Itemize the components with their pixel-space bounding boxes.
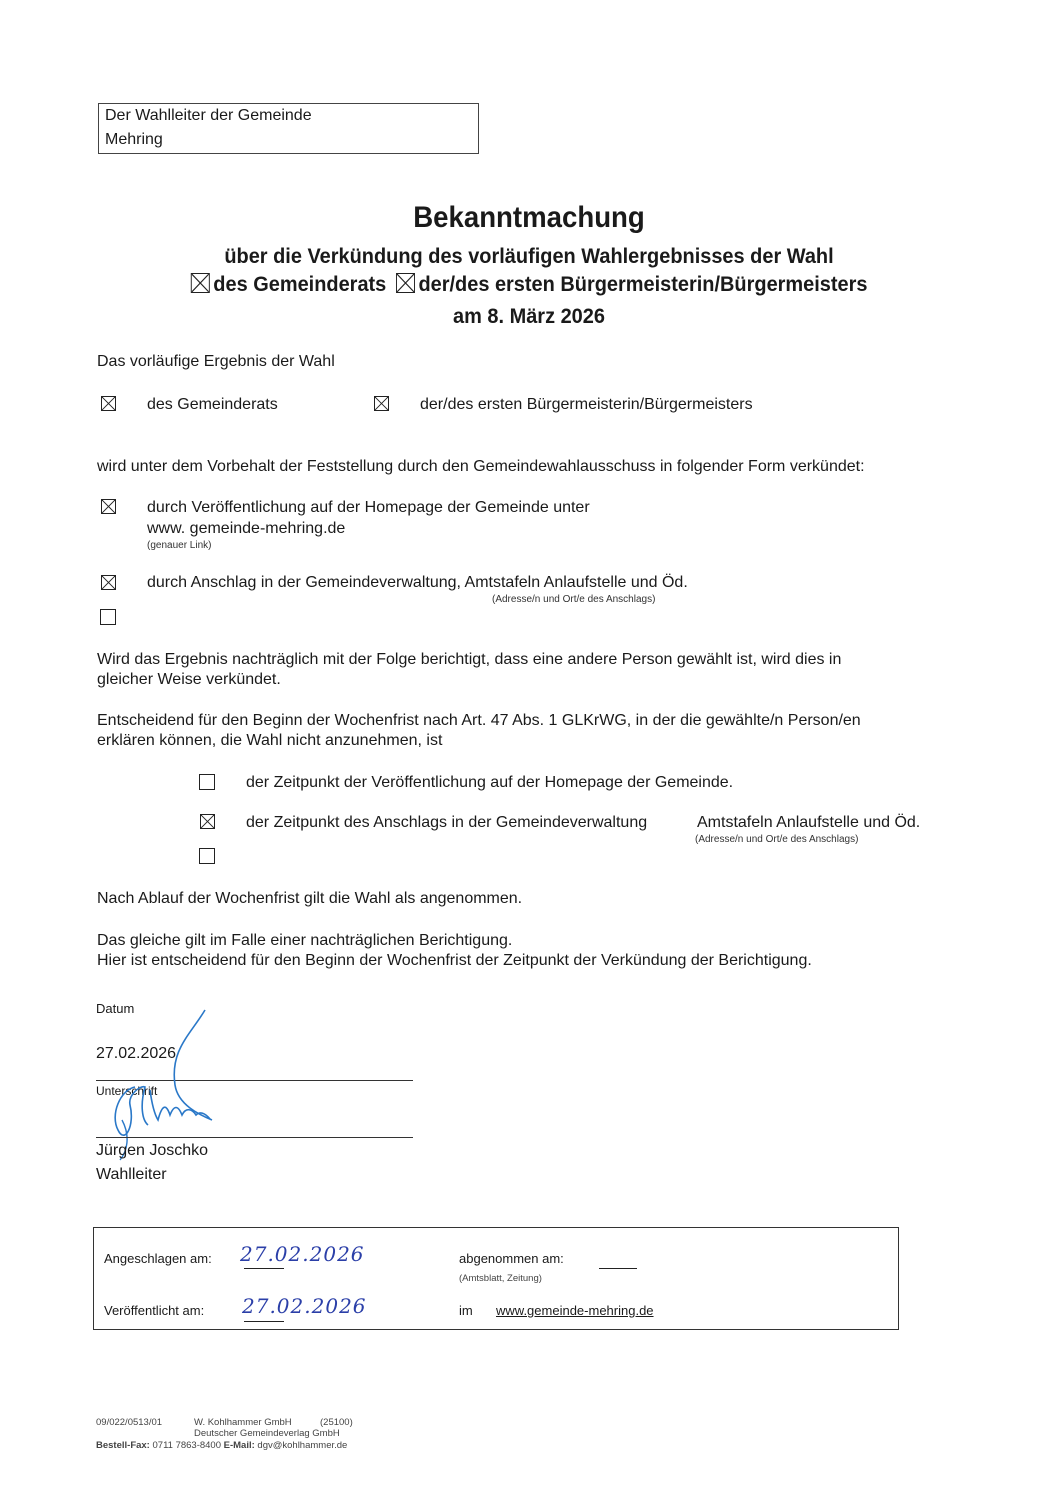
homepage-link[interactable]: www. gemeinde-mehring.de bbox=[147, 520, 346, 537]
order-fax-label: Bestell-Fax: bbox=[96, 1440, 150, 1451]
publisher-code: (25100) bbox=[320, 1417, 353, 1428]
checkbox-deadline-homepage[interactable] bbox=[199, 774, 215, 790]
document-title: Bekanntmachung bbox=[413, 201, 645, 234]
deadline-intro-line-2: erklären können, die Wahl nicht anzunehmen, ist bbox=[97, 732, 443, 749]
correction-rule-line-2: Hier ist entscheidend für den Beginn der Wochenfrist der Zeitpunkt der Verkündung der Berichtigung. bbox=[97, 952, 812, 969]
heading-option-council: des Gemeinderats bbox=[213, 273, 387, 296]
heading-checkbox-mayor[interactable] bbox=[396, 273, 415, 293]
published-in-label: im bbox=[459, 1303, 473, 1318]
date-label: Datum bbox=[96, 1001, 135, 1016]
checkbox-council[interactable] bbox=[101, 396, 116, 411]
posting-location-hint: (Adresse/n und Ort/e des Anschlags) bbox=[492, 594, 656, 605]
checkbox-posting[interactable] bbox=[101, 575, 116, 590]
checkbox-homepage[interactable] bbox=[101, 499, 116, 514]
document-subtitle: über die Verkündung des vorläufigen Wahlergebnisses der Wahl bbox=[224, 245, 834, 268]
label-council: des Gemeinderats bbox=[147, 396, 278, 413]
deadline-intro-line-1: Entscheidend für den Beginn der Wochenfrist nach Art. 47 Abs. 1 GLKrWG, in der die gewählte/n Person/en bbox=[97, 712, 861, 729]
checkbox-mayor[interactable] bbox=[374, 396, 389, 411]
signature-label: Unterschrift bbox=[96, 1084, 158, 1098]
posting-location: Amtstafeln Anlaufstelle und Öd. bbox=[464, 574, 688, 591]
accepted-note: Nach Ablauf der Wochenfrist gilt die Wahl als angenommen. bbox=[97, 890, 523, 907]
label-posting bbox=[147, 573, 688, 593]
label-mayor: der/des ersten Bürgermeisterin/Bürgermeisters bbox=[420, 396, 753, 413]
deadline-posting-location-hint: (Adresse/n und Ort/e des Anschlags) bbox=[695, 834, 859, 845]
homepage-link-hint: (genauer Link) bbox=[147, 540, 212, 551]
posted-date[interactable]: 27.02.2026 bbox=[240, 1242, 365, 1266]
email[interactable]: dgv@kohlhammer.de bbox=[257, 1440, 348, 1451]
form-number: 09/022/0513/01 bbox=[96, 1417, 163, 1428]
removed-hint: (Amtsblatt, Zeitung) bbox=[459, 1273, 542, 1284]
signer-name: Jürgen Joschko bbox=[96, 1142, 209, 1159]
published-label: Veröffentlicht am: bbox=[104, 1303, 205, 1318]
checkbox-deadline-other[interactable] bbox=[199, 848, 215, 864]
correction-note-line-2: gleicher Weise verkündet. bbox=[97, 671, 281, 688]
sender-line-2: Mehring bbox=[105, 131, 163, 148]
order-fax: 0711 7863-8400 bbox=[152, 1440, 221, 1451]
correction-note-line-1: Wird das Ergebnis nachträglich mit der Folge berichtigt, dass eine andere Person gewählt ist, wird dies in bbox=[97, 651, 842, 668]
election-date: am 8. März 2026 bbox=[453, 305, 605, 328]
heading-checkbox-council[interactable] bbox=[191, 273, 210, 293]
checkbox-deadline-posting[interactable] bbox=[200, 814, 215, 829]
removed-label: abgenommen am: bbox=[459, 1251, 564, 1266]
removed-date-field[interactable] bbox=[599, 1268, 637, 1269]
heading-option-mayor: der/des ersten Bürgermeisterin/Bürgermeisters bbox=[418, 273, 868, 296]
publisher-2: Deutscher Gemeindeverlag GmbH bbox=[194, 1428, 340, 1439]
intro-text: Das vorläufige Ergebnis der Wahl bbox=[97, 353, 335, 370]
label-homepage: durch Veröffentlichung auf der Homepage der Gemeinde unter bbox=[147, 499, 590, 516]
posting-record-box bbox=[93, 1227, 899, 1330]
signer-role: Wahlleiter bbox=[96, 1166, 167, 1183]
signature-line bbox=[96, 1137, 413, 1138]
order-contact bbox=[96, 1440, 347, 1451]
date-value: 27.02.2026 bbox=[96, 1045, 177, 1062]
published-date-underline bbox=[244, 1321, 284, 1322]
label-deadline-posting: der Zeitpunkt des Anschlags in der Gemeindeverwaltung bbox=[246, 814, 648, 831]
publisher-1: W. Kohlhammer GmbH bbox=[194, 1417, 292, 1428]
published-date[interactable]: 27.02.2026 bbox=[242, 1294, 367, 1318]
sender-line-1: Der Wahlleiter der Gemeinde bbox=[105, 107, 312, 124]
document-subtitle-options bbox=[26, 272, 1031, 298]
checkbox-other-form[interactable] bbox=[100, 609, 116, 625]
sender-box bbox=[98, 103, 479, 154]
correction-rule-line-1: Das gleiche gilt im Falle einer nachträglichen Berichtigung. bbox=[97, 932, 513, 949]
email-label: E-Mail: bbox=[223, 1440, 255, 1451]
label-deadline-homepage: der Zeitpunkt der Veröffentlichung auf der Homepage der Gemeinde. bbox=[246, 774, 734, 791]
deadline-posting-location: Amtstafeln Anlaufstelle und Öd. bbox=[697, 814, 921, 831]
posted-date-underline bbox=[244, 1268, 284, 1269]
posted-label: Angeschlagen am: bbox=[104, 1251, 212, 1266]
published-in-link[interactable]: www.gemeinde-mehring.de bbox=[496, 1303, 654, 1318]
label-posting-text: durch Anschlag in der Gemeindeverwaltung, bbox=[147, 574, 461, 591]
announce-intro: wird unter dem Vorbehalt der Feststellung durch den Gemeindewahlausschuss in folgender Form verkündet: bbox=[97, 458, 865, 475]
